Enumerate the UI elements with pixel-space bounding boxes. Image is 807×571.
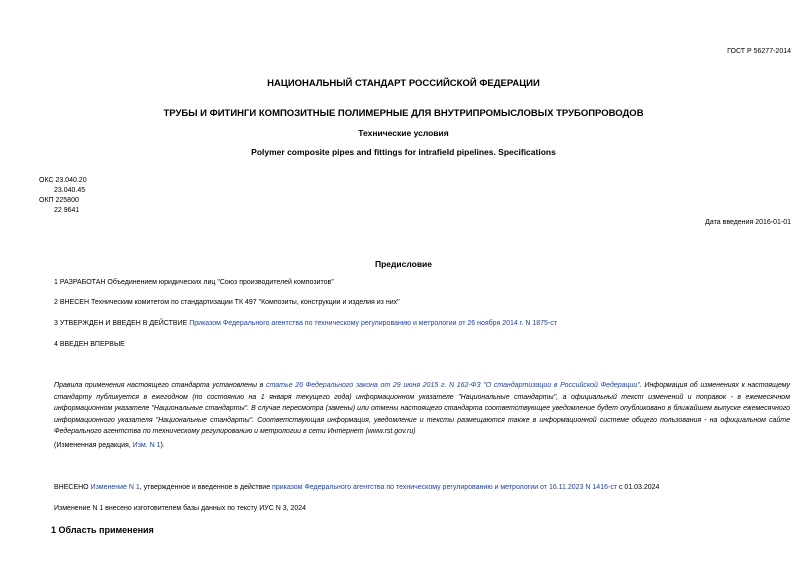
foreword-item-2: 2 ВНЕСЕН Техническим комитетом по стандартизации ТК 497 "Композиты, конструкции и изделия из них" — [54, 299, 400, 306]
document-title: ТРУБЫ И ФИТИНГИ КОМПОЗИТНЫЕ ПОЛИМЕРНЫЕ ДЛЯ ВНУТРИПРОМЫСЛОВЫХ ТРУБОПРОВОДОВ — [163, 108, 644, 119]
document-code: ГОСТ Р 56277-2014 — [727, 48, 791, 55]
amendment-order-link[interactable]: приказом Федерального агентства по техническому регулированию и метрологии от 16.11.2023 N 1416-ст — [272, 484, 618, 491]
foreword-item-1: 1 РАЗРАБОТАН Объединением юридических лиц "Союз производителей композитов" — [54, 279, 334, 286]
amendment-suffix: с 01.03.2024 — [617, 484, 660, 491]
amendment-1-link[interactable]: Изм. N 1 — [132, 442, 161, 449]
amendment-mid: , утвержденное и введенное в действие — [139, 484, 273, 491]
foreword-item-3 — [54, 320, 557, 327]
oks-code-2: 23.040.45 — [54, 187, 86, 194]
amendment-line — [54, 484, 659, 491]
edition-prefix: (Измененная редакция, — [54, 442, 133, 449]
amendment-note: Изменение N 1 внесено изготовителем базы данных по тексту ИУС N 3, 2024 — [54, 505, 307, 512]
edition-suffix: ). — [160, 442, 165, 449]
federal-law-link[interactable]: статье 26 Федерального закона от 29 июня 2015 г. N 162-ФЗ "О стандартизации в Российской Федерации" — [266, 382, 640, 389]
national-standard-heading: НАЦИОНАЛЬНЫЙ СТАНДАРТ РОССИЙСКОЙ ФЕДЕРАЦИИ — [267, 78, 540, 89]
document-title-english: Polymer composite pipes and fittings for intrafield pipelines. Specifications — [251, 147, 556, 157]
section-1-heading: 1 Область применения — [51, 525, 154, 535]
okp-code-2: 22 9641 — [54, 207, 80, 214]
foreword-item-3-text: 3 УТВЕРЖДЕН И ВВЕДЕН В ДЕЙСТВИЕ — [54, 320, 190, 327]
amendment-change-link[interactable]: Изменение N 1 — [90, 484, 140, 491]
document-subtitle: Технические условия — [358, 128, 449, 138]
okp-code: ОКП 225800 — [39, 197, 79, 204]
introduction-date: Дата введения 2016-01-01 — [705, 219, 791, 226]
rules-text-1: Правила применения настоящего стандарта установлены в — [54, 382, 266, 389]
decree-link[interactable]: Приказом Федерального агентства по техническому регулированию и метрологии от 26 ноября 2014 г. N 1875-ст — [189, 320, 557, 327]
rules-text-2: . Информация об изменениях к настоящему стандарту публикуется в ежегодном (по состоянию на 1 января текущего года) информационном указателе "Национальные стандарты", а официальный текст изменений и поправок - в ежемесячном информационном указателе "Национальные стандарты". В случае пересмотра (замены) или отмены настоящего стандарта соответствующее уведомление будет опубликовано в ближайшем выпуске ежемесячного информационного указателя "Национальные стандарты". Соответствующая информация, уведомление и тексты размещаются также в информационной системе общего пользования - на официальном сайте Федерального агентства по техническому регулированию и метрологии в сети Интернет (www.rst.gov.ru) — [54, 382, 791, 435]
foreword-item-4: 4 ВВЕДЕН ВПЕРВЫЕ — [54, 341, 125, 348]
amendment-prefix: ВНЕСЕНО — [54, 484, 91, 491]
foreword-heading: Предисловие — [374, 259, 433, 269]
edition-note — [54, 442, 165, 449]
oks-code: ОКС 23.040.20 — [39, 177, 87, 184]
rules-paragraph — [54, 380, 790, 438]
